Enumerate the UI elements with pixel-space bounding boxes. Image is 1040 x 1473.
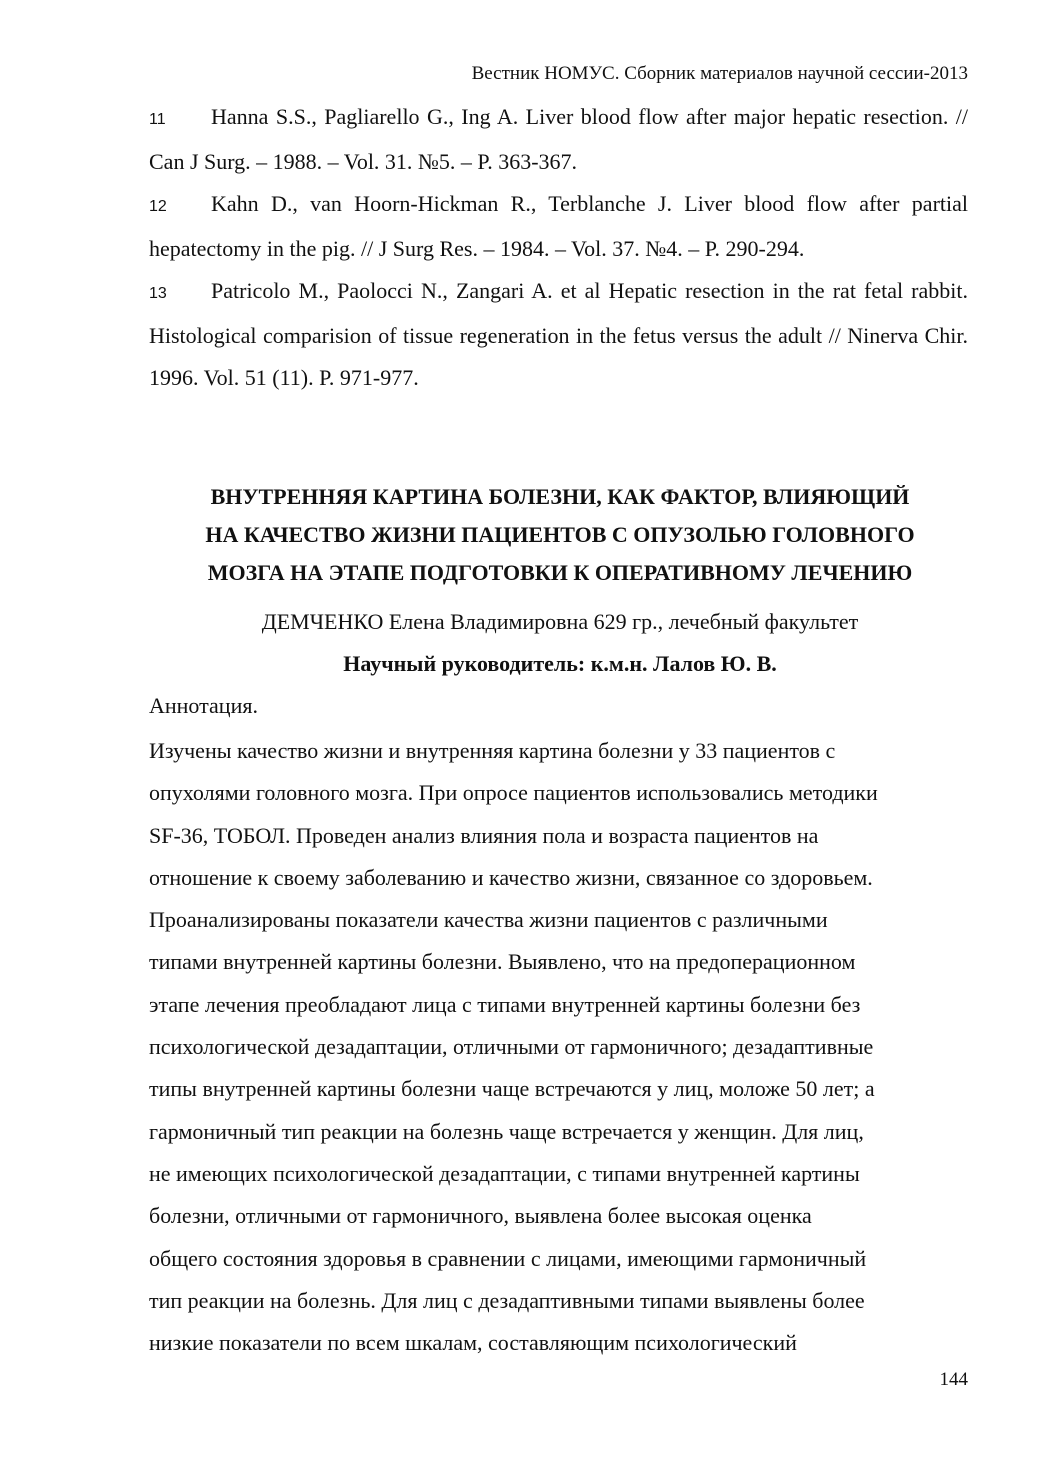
abstract-body — [149, 730, 979, 1364]
abstract-line: общего состояния здоровья в сравнении с лицами, имеющими гармоничный — [149, 1245, 867, 1271]
reference-number: 13 — [149, 285, 167, 302]
reference-number: 11 — [149, 111, 166, 128]
page-number: 144 — [939, 1369, 968, 1390]
abstract-line: гармоничный тип реакции на болезнь чаще встречается у женщин. Для лиц, — [149, 1118, 864, 1144]
abstract-line: Изучены качество жизни и внутренняя картина болезни у 33 пациентов с — [149, 738, 836, 763]
abstract-line: этапе лечения преобладают лица с типами внутренней картины болезни без — [149, 991, 861, 1017]
reference-list — [149, 96, 968, 399]
running-header: Вестник НОМУС. Сборник материалов научной сессии-2013 — [471, 63, 968, 84]
title-line: НА КАЧЕСТВО ЖИЗНИ ПАЦИЕНТОВ С ОПУЗОЛЬЮ ГОЛОВНОГО — [205, 522, 915, 547]
reference-text: Patricolo M., Paolocci N., Zangari A. et al Hepatic resection in the rat fetal rabbit. Histological comparision of tissue regeneration in the fetus versus the adult // Ninerva Chir. 1996. Vol. 51 (11). P. 971-977. — [149, 278, 968, 390]
abstract-line: низкие показатели по всем шкалам, составляющим психологический — [149, 1330, 797, 1356]
abstract-line: не имеющих психологической дезадаптации, с типами внутренней картины — [149, 1160, 860, 1186]
abstract-line: SF-36, ТОБОЛ. Проведен анализ влияния пола и возраста пациентов на — [149, 822, 819, 848]
reference-number: 12 — [149, 198, 167, 215]
reference-item — [149, 96, 968, 183]
article-title — [120, 478, 1000, 592]
reference-text: Kahn D., van Hoorn-Hickman R., Terblanche J. Liver blood flow after partial hepatectomy in the pig. // J Surg Res. – 1984. – Vol. 37. №4. – P. 290-294. — [149, 191, 968, 261]
reference-item — [149, 183, 968, 270]
abstract-line: тип реакции на болезнь. Для лиц с дезадаптивными типами выявлены более — [149, 1287, 865, 1313]
abstract-line: Проанализированы показатели качества жизни пациентов с различными — [149, 907, 828, 933]
abstract-line: отношение к своему заболеванию и качество жизни, связанное со здоровьем. — [149, 864, 873, 890]
abstract-line: опухолями головного мозга. При опросе пациентов использовались методики — [149, 780, 878, 806]
title-line: МОЗГА НА ЭТАПЕ ПОДГОТОВКИ К ОПЕРАТИВНОМУ ЛЕЧЕНИЮ — [207, 560, 913, 585]
reference-text: Hanna S.S., Pagliarello G., Ing A. Liver blood flow after major hepatic resection. // Can J Surg. – 1988. – Vol. 31. №5. – P. 363-367. — [149, 104, 968, 174]
reference-item — [149, 270, 968, 399]
author-line: ДЕМЧЕНКО Елена Владимировна 629 гр., лечебный факультет — [261, 609, 859, 634]
abstract-line: типами внутренней картины болезни. Выявлено, что на предоперационном — [149, 949, 856, 975]
abstract-line: типы внутренней картины болезни чаще встречаются у лиц, моложе 50 лет; а — [149, 1076, 875, 1102]
annotation-heading: Аннотация. — [149, 693, 258, 718]
supervisor-line: Научный руководитель: к.м.н. Лалов Ю. В. — [343, 651, 777, 676]
abstract-line: психологической дезадаптации, отличными от гармоничного; дезадаптивные — [149, 1034, 874, 1060]
title-line: ВНУТРЕННЯЯ КАРТИНА БОЛЕЗНИ, КАК ФАКТОР, ВЛИЯЮЩИЙ — [210, 484, 910, 509]
abstract-line: болезни, отличными от гармоничного, выявлена более высокая оценка — [149, 1203, 812, 1229]
